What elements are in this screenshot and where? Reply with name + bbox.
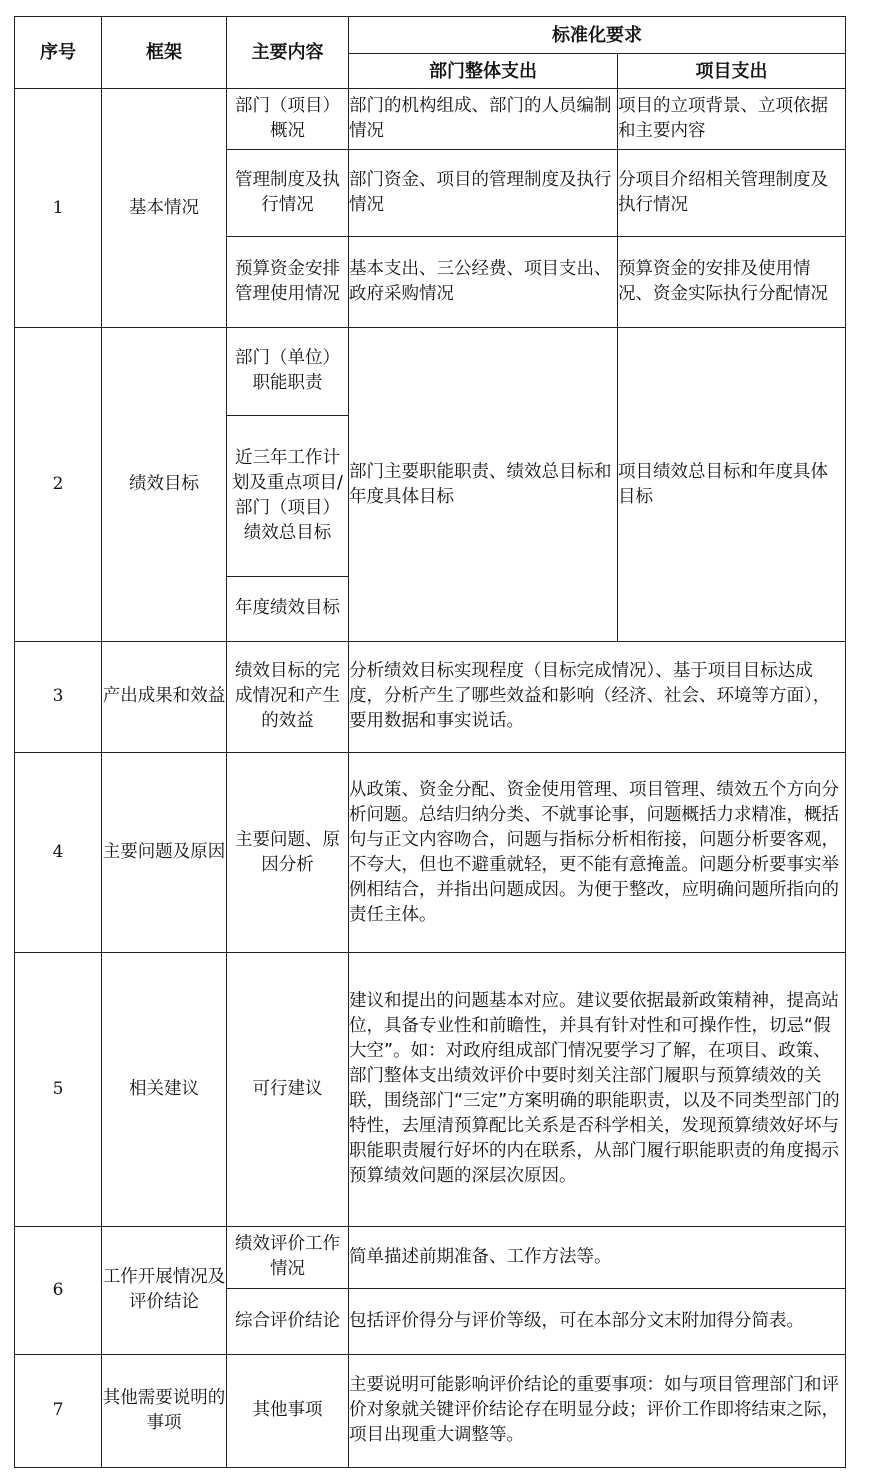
- row-main: 绩效评价工作情况: [227, 1226, 349, 1288]
- row-main: 综合评价结论: [227, 1288, 349, 1354]
- row-dept-content: 部门主要职能职责、绩效总目标和年度具体目标: [349, 328, 618, 641]
- table-row: [15, 328, 846, 415]
- header-row: [15, 17, 846, 54]
- row-frame: 主要问题及原因: [102, 752, 227, 952]
- row-merged-content: 包括评价得分与评价等级，可在本部分文末附加得分简表。: [349, 1288, 846, 1354]
- row-seq: 5: [15, 953, 102, 1226]
- row-frame: 基本情况: [102, 89, 227, 328]
- row-project-content: 分项目介绍相关管理制度及执行情况: [618, 150, 846, 237]
- row-project-content: 项目绩效总目标和年度具体目标: [618, 328, 846, 641]
- row-dept-content: 部门资金、项目的管理制度及执行情况: [349, 150, 618, 237]
- row-seq: 3: [15, 641, 102, 752]
- header-standard: 标准化要求: [349, 17, 846, 54]
- row-merged-content: 简单描述前期准备、工作方法等。: [349, 1226, 846, 1288]
- row-main: 近三年工作计划及重点项目/部门（项目）绩效总目标: [227, 415, 349, 576]
- row-main: 管理制度及执行情况: [227, 150, 349, 237]
- row-merged-content: 从政策、资金分配、资金使用管理、项目管理、绩效五个方向分析问题。总结归纳分类、不就事论事，问题概括力求精准，概括句与正文内容吻合，问题与指标分析相衔接，问题分析要客观，不夸大，但也不避重就轻，更不能有意掩盖。问题分析要事实举例相结合，并指出问题成因。为便于整改，应明确问题所指向的责任主体。: [349, 752, 846, 952]
- header-seq: 序号: [15, 17, 102, 89]
- row-main: 部门（单位）职能职责: [227, 328, 349, 415]
- header-dept: 部门整体支出: [349, 54, 618, 89]
- row-dept-content: 基本支出、三公经费、项目支出、政府采购情况: [349, 237, 618, 328]
- header-frame: 框架: [102, 17, 227, 89]
- row-seq: 4: [15, 752, 102, 952]
- row-frame: 相关建议: [102, 953, 227, 1226]
- row-seq: 6: [15, 1226, 102, 1354]
- row-main: 其他事项: [227, 1354, 349, 1467]
- table-row: [15, 1354, 846, 1467]
- row-project-content: 预算资金的安排及使用情况、资金实际执行分配情况: [618, 237, 846, 328]
- header-project: 项目支出: [618, 54, 846, 89]
- row-seq: 2: [15, 328, 102, 641]
- row-seq: 7: [15, 1354, 102, 1467]
- row-merged-content: 建议和提出的问题基本对应。建议要依据最新政策精神，提高站位，具备专业性和前瞻性，并具有针对性和可操作性，切忌“假大空”。如：对政府组成部门情况要学习了解，在项目、政策、部门整体支出绩效评价中要时刻关注部门履职与预算绩效的关联，围绕部门“三定”方案明确的职能职责，以及不同类型部门的特性，去厘清预算配比关系是否科学相关，发现预算绩效好坏与职能职责履行好坏的内在联系，从部门履行职能职责的角度揭示预算绩效问题的深层次原因。: [349, 953, 846, 1226]
- row-main: 部门（项目）概况: [227, 89, 349, 150]
- table-row: [15, 89, 846, 150]
- row-frame: 工作开展情况及评价结论: [102, 1226, 227, 1354]
- row-merged-content: 主要说明可能影响评价结论的重要事项：如与项目管理部门和评价对象就关键评价结论存在明显分歧；评价工作即将结束之际，项目出现重大调整等。: [349, 1354, 846, 1467]
- header-main-content: 主要内容: [227, 17, 349, 89]
- row-frame: 其他需要说明的事项: [102, 1354, 227, 1467]
- row-frame: 产出成果和效益: [102, 641, 227, 752]
- row-merged-content: 分析绩效目标实现程度（目标完成情况）、基于项目目标达成度，分析产生了哪些效益和影响（经济、社会、环境等方面），要用数据和事实说话。: [349, 641, 846, 752]
- row-project-content: 项目的立项背景、立项依据和主要内容: [618, 89, 846, 150]
- table-row: [15, 752, 846, 952]
- row-main: 可行建议: [227, 953, 349, 1226]
- row-main: 年度绩效目标: [227, 576, 349, 641]
- row-seq: 1: [15, 89, 102, 328]
- standard-requirements-table: [14, 16, 846, 1468]
- row-frame: 绩效目标: [102, 328, 227, 641]
- row-main: 主要问题、原因分析: [227, 752, 349, 952]
- row-dept-content: 部门的机构组成、部门的人员编制情况: [349, 89, 618, 150]
- table-row: [15, 953, 846, 1226]
- row-main: 绩效目标的完成情况和产生的效益: [227, 641, 349, 752]
- table-row: [15, 641, 846, 752]
- row-main: 预算资金安排管理使用情况: [227, 237, 349, 328]
- table-row: [15, 1226, 846, 1288]
